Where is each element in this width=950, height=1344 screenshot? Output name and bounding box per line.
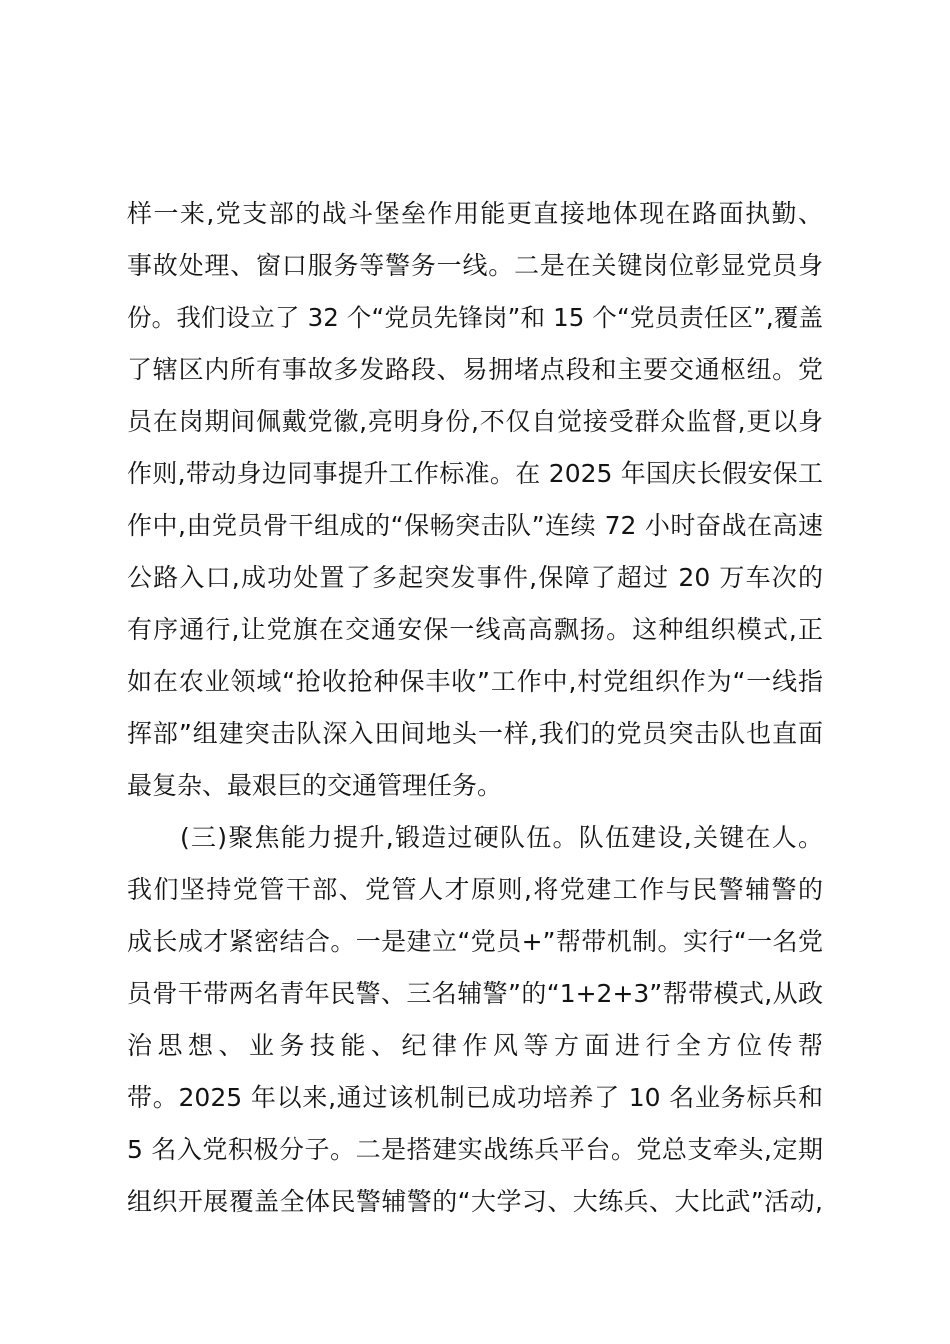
- paragraph-line: 份。我们设立了 32 个“党员先锋岗”和 15 个“党员责任区”,覆盖: [127, 303, 823, 332]
- paragraph-line: 挥部”组建突击队深入田间地头一样,我们的党员突击队也直面: [127, 719, 823, 748]
- paragraph-line: 如在农业领域“抢收抢种保丰收”工作中,村党组织作为“一线指: [127, 667, 823, 696]
- paragraph-line: 了辖区内所有事故多发路段、易拥堵点段和主要交通枢纽。党: [127, 355, 823, 384]
- paragraph-line: 我们坚持党管干部、党管人才原则,将党建工作与民警辅警的: [127, 875, 823, 904]
- paragraph-line: 成长成才紧密结合。一是建立“党员+”帮带机制。实行“一名党: [127, 927, 823, 956]
- section-heading-line: (三)聚焦能力提升,锻造过硬队伍。队伍建设,关键在人。: [180, 823, 823, 852]
- paragraph-line: 组织开展覆盖全体民警辅警的“大学习、大练兵、大比武”活动,: [127, 1187, 823, 1216]
- paragraph-line: 员在岗期间佩戴党徽,亮明身份,不仅自觉接受群众监督,更以身: [127, 407, 823, 436]
- paragraph-line: 最复杂、最艰巨的交通管理任务。: [127, 771, 503, 800]
- paragraph-line: 公路入口,成功处置了多起突发事件,保障了超过 20 万车次的: [127, 563, 823, 592]
- paragraph-line: 事故处理、窗口服务等警务一线。二是在关键岗位彰显党员身: [127, 251, 823, 280]
- paragraph-line: 5 名入党积极分子。二是搭建实战练兵平台。党总支牵头,定期: [127, 1135, 823, 1164]
- paragraph-line: 带。2025 年以来,通过该机制已成功培养了 10 名业务标兵和: [127, 1083, 823, 1112]
- paragraph-line: 有序通行,让党旗在交通安保一线高高飘扬。这种组织模式,正: [127, 615, 823, 644]
- paragraph-line: 治思想、业务技能、纪律作风等方面进行全方位传帮: [127, 1031, 823, 1060]
- paragraph-line: 样一来,党支部的战斗堡垒作用能更直接地体现在路面执勤、: [127, 199, 823, 228]
- paragraph-line: 作中,由党员骨干组成的“保畅突击队”连续 72 小时奋战在高速: [127, 511, 823, 540]
- paragraph-line: 作则,带动身边同事提升工作标准。在 2025 年国庆长假安保工: [127, 459, 823, 488]
- paragraph-line: 员骨干带两名青年民警、三名辅警”的“1+2+3”帮带模式,从政: [127, 979, 823, 1008]
